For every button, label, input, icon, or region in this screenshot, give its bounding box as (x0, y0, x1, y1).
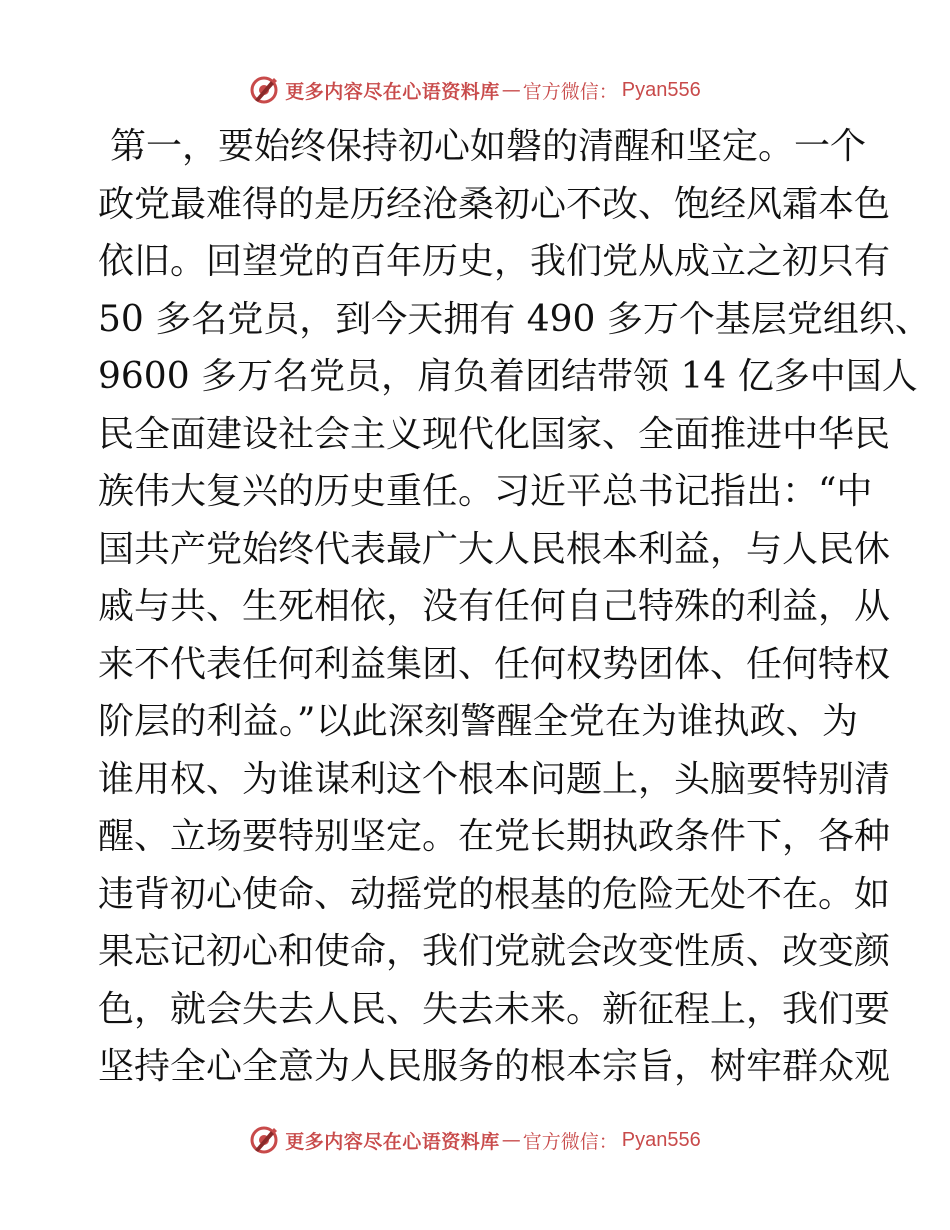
article-body (98, 118, 931, 1096)
pen-logo-icon (249, 75, 279, 105)
body-line: 9600 多万名党员，肩负着团结带领 14 亿多中国人 (98, 356, 918, 397)
body-line: 依旧。回望党的百年历史，我们党从成立之初只有 (98, 241, 891, 282)
body-line: 违背初心使命、动摇党的根基的危险无处不在。如 (98, 873, 891, 915)
body-line: 果忘记初心和使命，我们党就会改变性质、改变颜 (98, 931, 891, 972)
body-line: 阶层的利益。”以此深刻警醒全党在为谁执政、为 (98, 701, 858, 742)
pen-logo-icon (249, 1125, 279, 1155)
banner-dash: — (501, 1129, 521, 1151)
body-line: 醒、立场要特别坚定。在党长期执政条件下，各种 (98, 816, 891, 857)
body-line: 戚与共、生死相依，没有任何自己特殊的利益，从 (98, 586, 891, 627)
body-line: 色，就会失去人民、失去未来。新征程上，我们要 (98, 988, 891, 1030)
header-banner (0, 73, 950, 107)
body-line: 政党最难得的是历经沧桑初心不改、饱经风霜本色 (98, 183, 891, 225)
body-line: 民全面建设社会主义现代化国家、全面推进中华民 (98, 413, 891, 455)
banner-wechat-id: Pyan556 (621, 78, 701, 101)
body-line: 族伟大复兴的历史重任。习近平总书记指出：“中 (98, 471, 873, 512)
footer-banner (0, 1123, 950, 1157)
body-line: 50 多名党员，到今天拥有 490 多万个基层党组织、 (98, 298, 931, 340)
body-line: 来不代表任何利益集团、任何权势团体、任何特权 (98, 643, 891, 685)
body-line: 坚持全心全意为人民服务的根本宗旨，树牢群众观 (98, 1046, 891, 1087)
banner-wechat-id: Pyan556 (621, 1128, 701, 1151)
banner-wechat-label: 官方微信： (522, 1130, 618, 1153)
body-line: 第一，要始终保持初心如磐的清醒和坚定。一个 (110, 126, 867, 167)
banner-wechat-label: 官方微信： (522, 80, 618, 103)
banner-slogan: 更多内容尽在心语资料库 (285, 1130, 500, 1153)
body-line: 国共产党始终代表最广大人民根本利益，与人民休 (98, 528, 891, 570)
body-line: 谁用权、为谁谋利这个根本问题上，头脑要特别清 (98, 758, 891, 800)
banner-dash: — (501, 79, 521, 101)
banner-slogan: 更多内容尽在心语资料库 (285, 80, 500, 103)
